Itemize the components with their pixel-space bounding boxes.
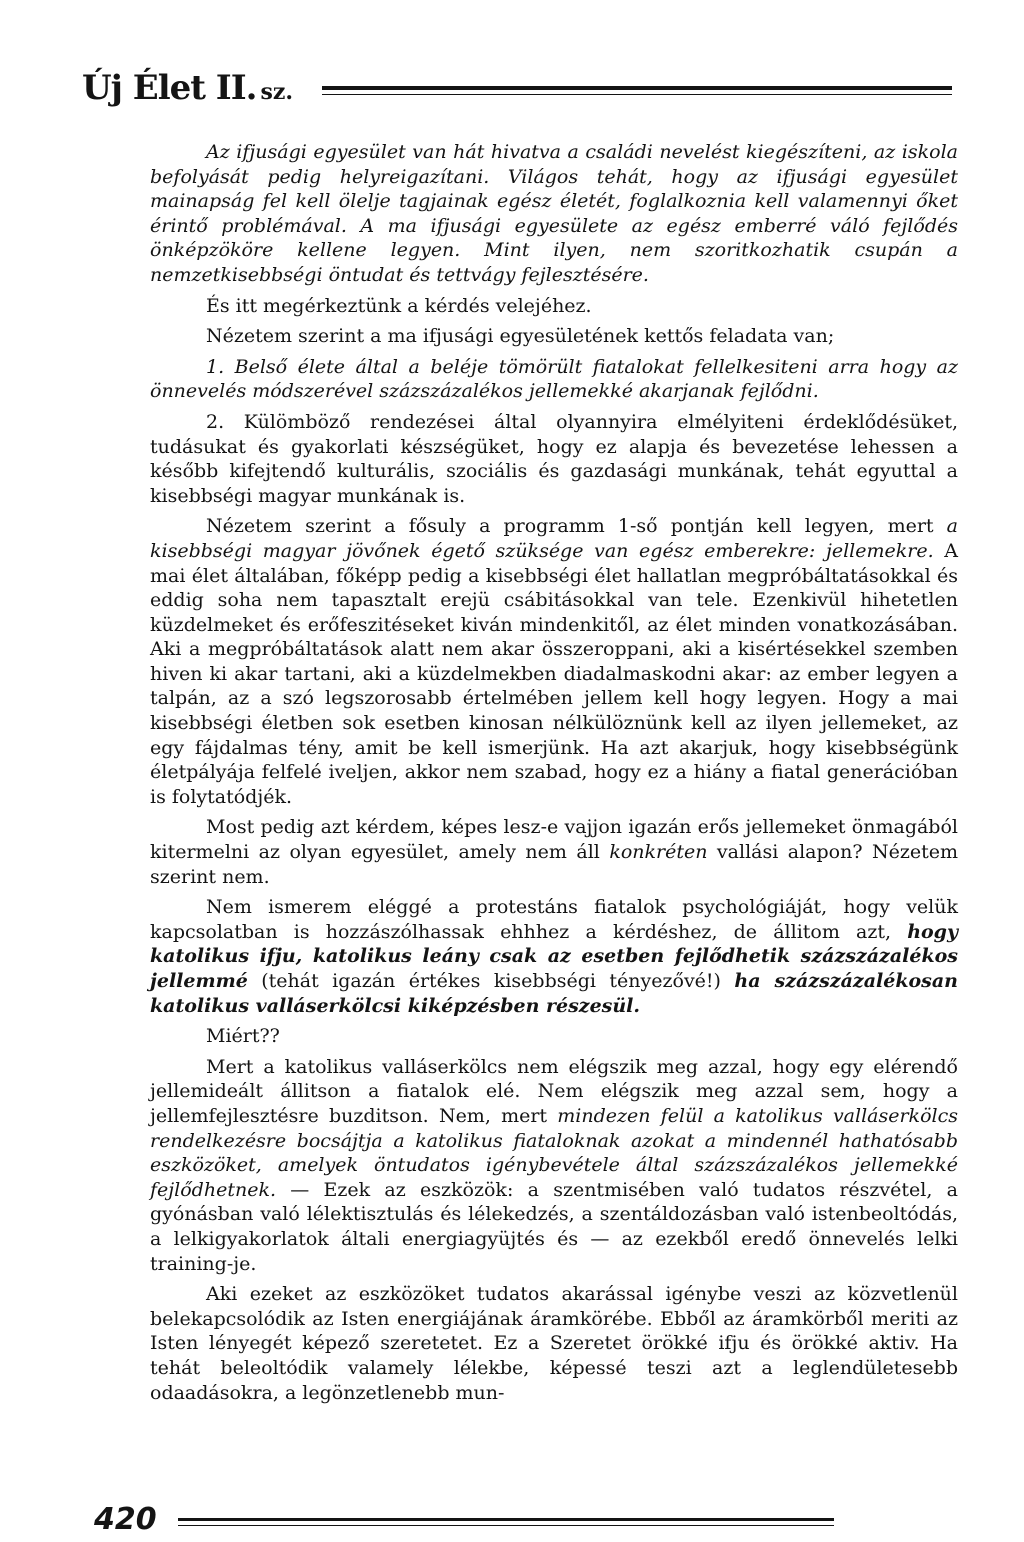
paragraph-question (150, 815, 958, 889)
running-header (82, 68, 952, 116)
emphasized-segment: hogy katolikus ifju, katolikus leány csak az esetben fejlődhetik százszázalékos jellemmé (150, 920, 958, 992)
header-rule-thin (322, 94, 952, 95)
paragraph-transition: És itt megérkeztünk a kérdés velejéhez. (206, 294, 592, 317)
header-rule-thick (322, 86, 952, 90)
emphasized-segment: konkréten (609, 841, 708, 864)
text-segment: Most pedig azt kérdem, képes lesz-e vajjon igazán erős jellemeket önmagából kitermelni az olyan egyesület, amely nem áll (150, 816, 958, 864)
paragraph-intro: Az ifjusági egyesület van hát hivatva a családi nevelést kiegészíteni, az iskola befolyását pedig helyreigazítani. Világos tehát, hogy az ifjusági egyesület mainapság fel kell ölelje tagjainak egész életét, foglalkoznia kell valamennyi őket érintő problémával. A ma ifjusági egyesülete az egész emberré váló fejlődés önképzököre kellene legyen. Mint ilyen, nem szoritkozhatik csupán a nemzetkisebbségi öntudat és tettvágy fejlesztésére. (150, 141, 958, 286)
footer-rule-thin (178, 1525, 834, 1526)
text-segment: Nézetem szerint a fősuly a programm 1-ső pontján kell legyen, mert (206, 515, 947, 538)
journal-masthead (82, 68, 293, 112)
emphasized-segment: ha százszázalékosan katolikus valláserkölcsi kiképzésben részesül. (150, 970, 958, 1017)
page-number: 420 (94, 1502, 157, 1537)
paragraph-thesis: Nézetem szerint a ma ifjusági egyesületének kettős feladata van; (206, 325, 835, 348)
paragraph-point-2: 2. Külömböző rendezései által olyannyira elmélyiteni érdeklődésüket, tudásukat és gyakorlati készségüket, hogy ez alapja és bevezetése lehessen a később kifejtendő kulturális, szociális és gazdasági munkának, tehát egyuttal a kisebbségi magyar munkának is. (150, 410, 958, 507)
article-body (150, 140, 958, 1411)
paragraph-claim (150, 895, 958, 1018)
text-segment: — Ezek az eszközök: a szentmisében való tudatos részvétel, a gyónásban való lélektisztulás és lélekedzés, a szentáldozásban való istenbeoltódás, a lelkigyakorlatok általi energiagyüjtés és — az ezekből eredő önnevelés lelki training-je. (150, 1178, 958, 1275)
text-segment: (tehát igazán értékes kisebbségi tényezővé!) (247, 970, 735, 992)
paragraph-why: Miért?? (206, 1025, 280, 1048)
journal-title: Új Élet II. (82, 68, 257, 108)
paragraph-means (150, 1055, 958, 1276)
emphasized-segment: a kisebbségi magyar jövőnek égető szüksége van egész emberekre: jellemekre. (150, 515, 958, 562)
footer-rule-thick (178, 1518, 834, 1521)
text-segment: A mai élet általában, főképp pedig a kisebbségi élet hallatlan megpróbáltatásokkal és eddig soha nem tapasztalt erejü csábitásokkal van tele. Ezenkivül hihetetlen küzdelmeket és erőfeszitéseket kiván mindenkitől, az élet minden vonatkozásában. Aki a megpróbáltatások alatt nem akar összeroppani, aki a kisértésekkel szemben hiven ki akar tartani, aki a küzdelmekben diadalmaskodni akar: az ember legyen a talpán, az a szó legszorosabb értelmében jellem kell hogy legyen. Hogy a mai kisebbségi életben sok esetben kinosan nélkülöznünk kell az ilyen jellemeket, az egy fájdalmas tény, amit be kell ismerjünk. Ha azt akarjuk, hogy kisebbségünk életpályája felfelé iveljen, akkor nem szabad, hogy ez a hiány a fiatal generációban is folytatódjék. (150, 539, 958, 808)
paragraph-closing: Aki ezeket az eszközöket tudatos akarással igénybe veszi az közvetlenül belekapcsolódik az Isten energiájának áramkörébe. Ebből az áramkörből meriti az Isten lényegét képező szeretetet. Ez a Szeretet örökké ifju és örökké aktiv. Ha tehát beleoltódik valamely lélekbe, képessé teszi azt a leglendületesebb odaadásokra, a legönzetlenebb mun- (150, 1283, 958, 1404)
journal-issue-abbrev: sz. (260, 79, 293, 105)
text-segment: Nem ismerem eléggé a protestáns fiatalok psychológiáját, hogy velük kapcsolatban is hozzászólhassak ehhhez a kérdéshez, de állitom azt, (150, 896, 958, 943)
text-segment: vallási alapon? Nézetem szerint nem. (150, 841, 958, 888)
paragraph-emphasis (150, 514, 958, 809)
emphasized-segment: mindezen felül a katolikus valláserkölcs rendelkezésre bocsájtja a katolikus fiataloknak azokat a mindennél hathatósabb eszközöket, amelyek öntudatos igénybevétele által százszázalékos jellemekké fejlődhetnek. (150, 1104, 958, 1201)
text-segment: Mert a katolikus valláserkölcs nem elégszik meg azzal, hogy egy elérendő jellemideált állitson a fiatalok elé. Nem elégszik meg azzal sem, hogy a jellemfejlesztésre buzditson. Nem, mert (150, 1055, 958, 1127)
page-footer (94, 1502, 834, 1542)
paragraph-point-1: 1. Belső élete által a beléje tömörült fiatalokat fellelkesiteni arra hogy az önnevelés módszerével százszázalékos jellemekké akarjanak fejlődni. (150, 355, 958, 403)
